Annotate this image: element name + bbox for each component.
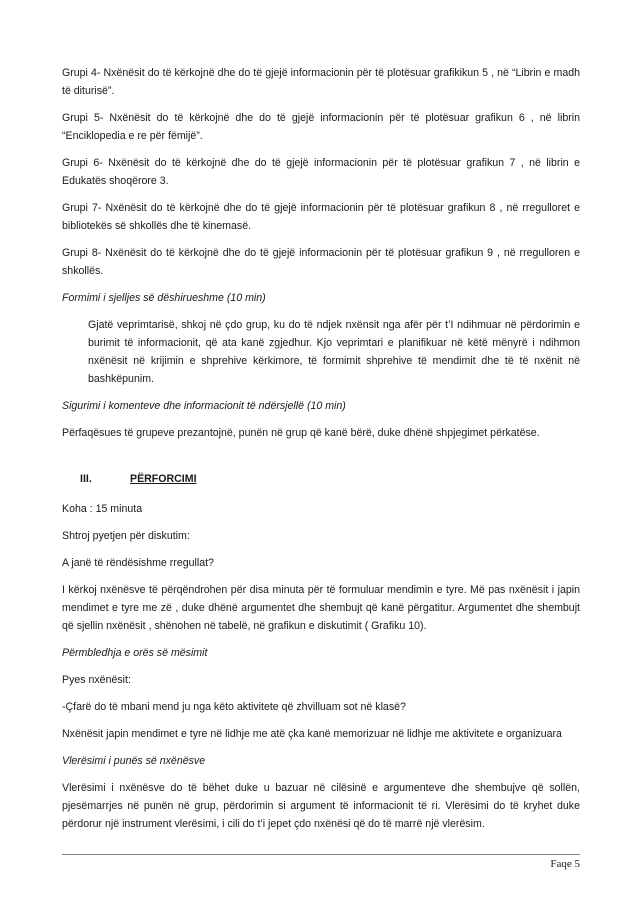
paragraph-diskutimi: I kërkoj nxënësve të përqëndrohen për disa minuta për të formuluar mendimin e tyre. Më pas nxënësit i japin mendimet e tyre me zë , duke dhënë argumentet dhe shembujt që kanë përgatitur. Argumentet dhe shembujt që sjellin nxënësit , shënohen në tabelë, në grafikun e diskutimit ( Grafiku 10).	[62, 584, 580, 632]
paragraph-formimi: Gjatë veprimtarisë, shkoj në çdo grup, ku do të ndjek nxënsit nga afër për t’I ndihmuar në përdorimin e burimit të informacionit, që ata kanë zgjedhur. Kjo veprimtari e planifikuar në këtë mënyrë i ndihmon nxënësit në krijimin e shprehive kërkimore, të formimit shprehive të mendimit dhe të të nxënit në bashkëpunim.	[88, 319, 580, 385]
section-number: III.	[80, 473, 92, 485]
page-number: Faqe 5	[550, 858, 580, 870]
subheading-formimi: Formimi i sjelljes së dëshirueshme (10 min)	[62, 292, 266, 304]
subheading-vleresimi: Vlerësimi i punës së nxënësve	[62, 755, 206, 767]
subheading-permbledhja: Përmbledhja e orës së mësimit	[62, 647, 208, 659]
subheading-sigurimi: Sigurimi i komenteve dhe informacionit të ndërsjellë (10 min)	[62, 400, 346, 412]
paragraph-prezantimi: Përfaqësues të grupeve prezantojnë, punën në grup që kanë bërë, duke dhënë shpjegimet përkatëse.	[62, 427, 540, 439]
section-title: PËRFORCIMI	[130, 473, 197, 485]
koha-line: Koha : 15 minuta	[62, 503, 143, 515]
paragraph-grupi-8: Grupi 8- Nxënësit do të kërkojnë dhe do të gjejë informacionin për të plotësuar grafikun 9 , në rregulloren e shkollës.	[62, 247, 580, 277]
paragraph-grupi-5: Grupi 5- Nxënësit do të kërkojnë dhe do të gjejë informacionin për të plotësuar grafikun 6 , në librin “Enciklopedia e re për fëmijë”.	[62, 112, 580, 142]
footer-divider	[62, 854, 580, 855]
pyes-line: Pyes nxënësit:	[62, 674, 131, 686]
question-cfare: -Çfarë do të mbani mend ju nga këto aktivitete që zhvilluam sot në klasë?	[62, 701, 406, 713]
paragraph-vleresimi: Vlerësimi i nxënësve do të bëhet duke u bazuar në cilësinë e argumenteve dhe shembujve që sollën, pjesëmarrjes në punën në grup, përdorimin si argument të informacionit të ri. Vlerësimi do të kryhet duke përdorur një instrument vlerësimi, i cili do t’i jepet çdo nxënësi që do të marrë një vlerësim.	[62, 782, 580, 830]
paragraph-grupi-7: Grupi 7- Nxënësit do të kërkojnë dhe do të gjejë informacionin për të plotësuar grafikun 8 , në rregulloret e bibliotekës së shkollës dhe të kinemasë.	[62, 202, 580, 232]
paragraph-mendimet: Nxënësit japin mendimet e tyre në lidhje me atë çka kanë memorizuar në lidhje me aktivitete e organizuara	[62, 728, 562, 740]
paragraph-grupi-4: Grupi 4- Nxënësit do të kërkojnë dhe do të gjejë informacionin për të plotësuar grafikikun 5 , në “Librin e madh të diturisë”.	[62, 67, 580, 97]
paragraph-grupi-6: Grupi 6- Nxënësit do të kërkojnë dhe do të gjejë informacionin për të plotësuar grafikun 7 , në librin e Edukatës shoqërore 3.	[62, 157, 580, 187]
shtroj-line: Shtroj pyetjen për diskutim:	[62, 530, 190, 542]
document-body	[62, 64, 580, 833]
question-line: A janë të rëndësishme rregullat?	[62, 557, 214, 569]
section-heading	[62, 470, 580, 488]
